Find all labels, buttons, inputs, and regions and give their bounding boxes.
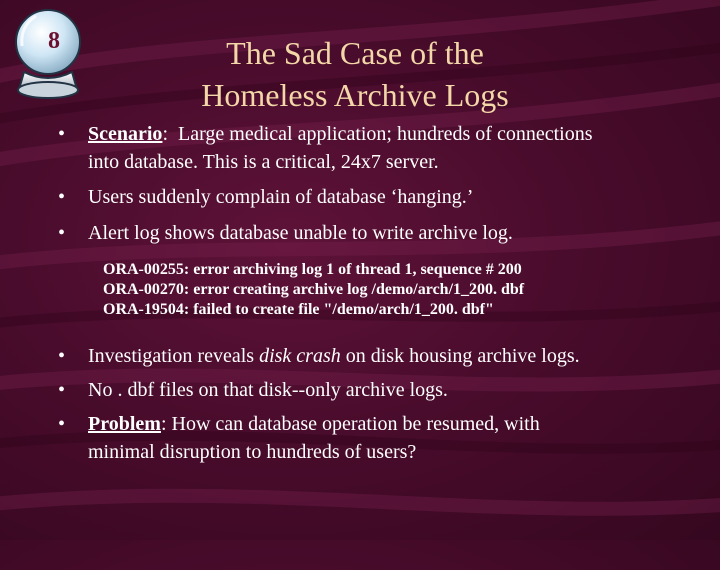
scenario-text-line-2: into database. This is a critical, 24x7 server.	[88, 151, 439, 173]
error-messages	[103, 260, 524, 320]
error-line: ORA-00255: error archiving log 1 of thread 1, sequence # 200	[103, 261, 522, 278]
bullet-dot: •	[58, 186, 66, 208]
bullet-text: Alert log shows database unable to write archive log.	[88, 222, 513, 244]
error-line: ORA-19504: failed to create file "/demo/arch/1_200. dbf"	[103, 301, 494, 318]
problem-text-line-1: How can database operation be resumed, with	[166, 413, 540, 435]
scenario-text-line-1: Large medical application; hundreds of connections	[168, 123, 593, 145]
bullet-dot: •	[58, 413, 66, 435]
bullet-dot: •	[58, 222, 66, 244]
bullet-text: Users suddenly complain of database ‘hanging.’	[88, 186, 474, 208]
bullet-dot: •	[58, 345, 66, 367]
problem-text-line-2: minimal disruption to hundreds of users?	[88, 441, 417, 463]
crystal-ball-icon	[6, 6, 88, 106]
crystal-ball-logo	[6, 6, 88, 106]
bullet-dot: •	[58, 123, 66, 145]
logo-number: 8	[48, 28, 60, 54]
title-line-2: Homeless Archive Logs	[201, 77, 509, 113]
problem-label: Problem	[88, 413, 161, 435]
error-line: ORA-00270: error creating archive log /demo/arch/1_200. dbf	[103, 281, 525, 298]
disk-crash-emphasis: disk crash	[259, 345, 341, 367]
bullet-dot: •	[58, 379, 66, 401]
slide-title	[140, 32, 570, 116]
bullet-text: No . dbf files on that disk--only archive logs.	[88, 379, 448, 401]
scenario-label: Scenario	[88, 123, 163, 145]
title-line-1: The Sad Case of the	[226, 35, 484, 71]
